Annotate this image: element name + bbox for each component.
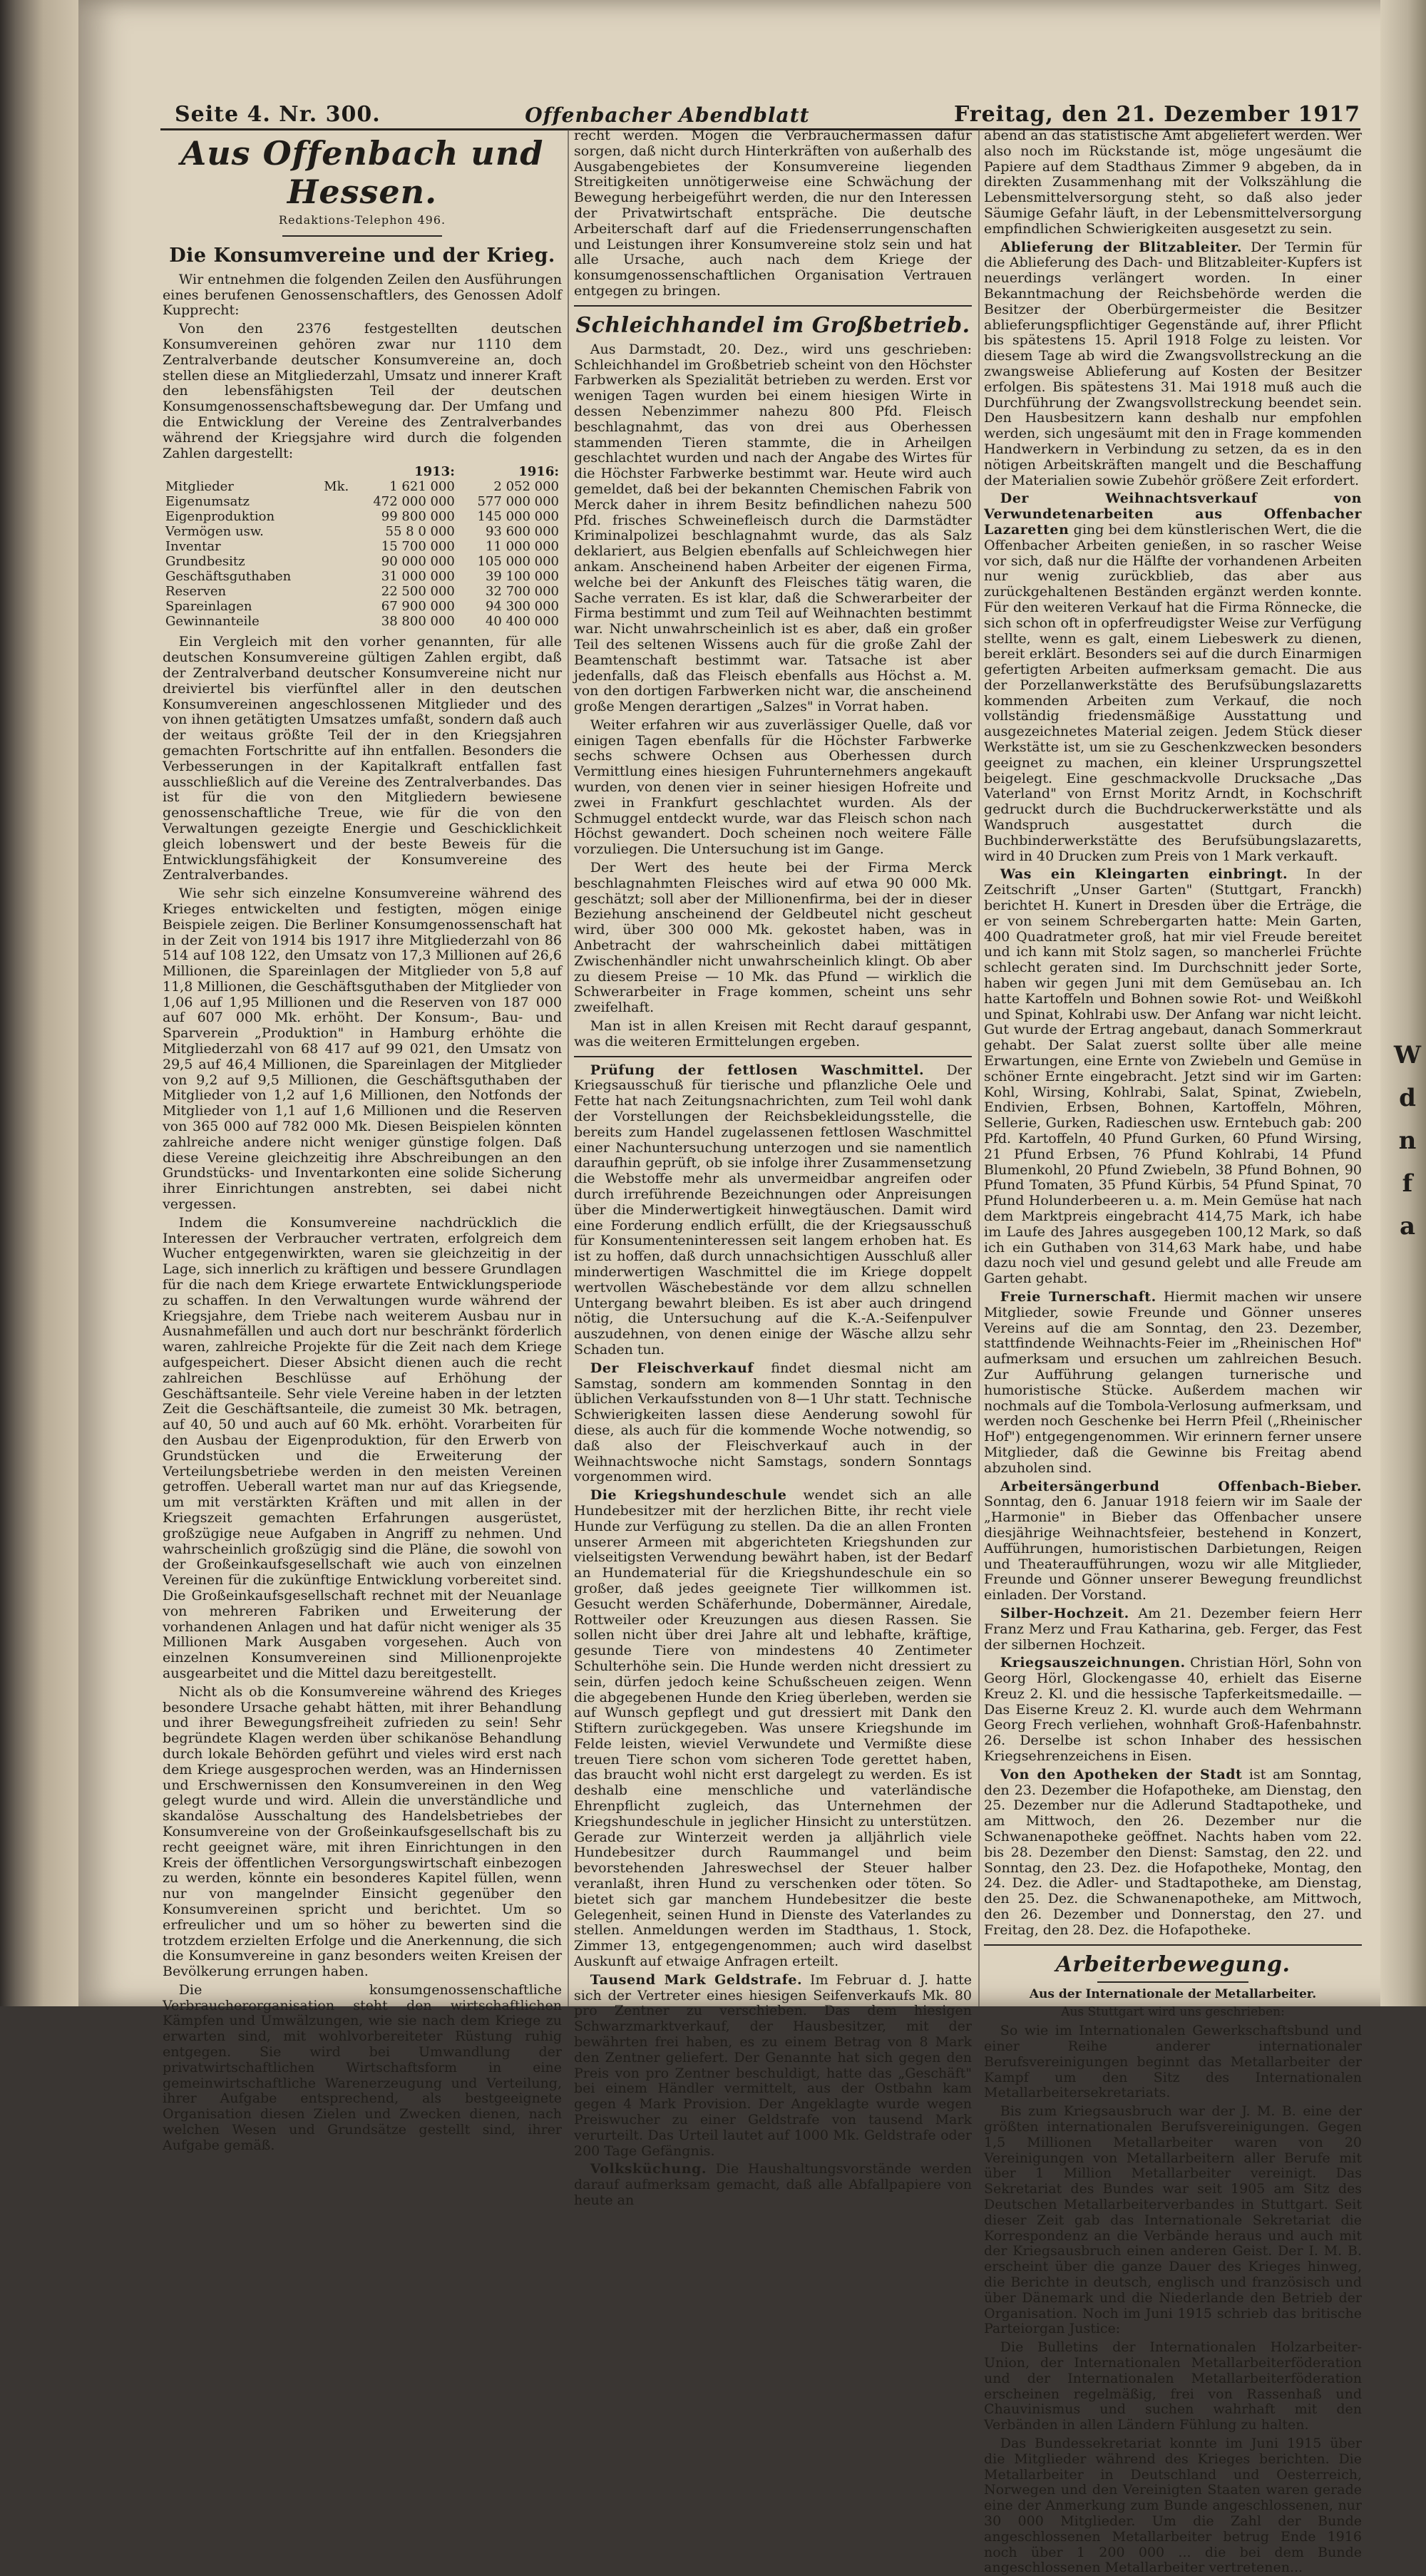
column-divider (568, 130, 569, 2006)
year-1913: 1913: (414, 464, 455, 480)
column-3 (984, 128, 1363, 2576)
news-item-text: Der Kriegsausschuß für tierische und pflanzliche Oele und Fette hat nach Zeitungsnachrichten, zum Teil wohl dank der Vorstellungen der Reichsbekleidungsstelle, die bereits zum Handel zugelassenen fettlosen Waschmittel einer Nachuntersuchung unterzogen und sie namentlich daraufhin geprüft, ob sie infolge ihrer Zusammensetzung die Webstoffe mehr als unvermeidbar angreifen oder durch irreführende Bezeichnungen oder Anpreisungen über die Minderwertigkeit hinwegtäuschen. Damit wird eine Forderung endlich erfüllt, die der Kriegsausschuß für Konsumenteninteressen seit langem erhoben hat. Es ist zu hoffen, daß durch unnachsichtigen Ausschluß aller minderwertigen Waschmittel die im Kriege doppelt wertvollen Wäschebestände vor dem allzu schnellen Untergang bewahrt bleiben. Es ist aber auch dringend nötig, die Untersuchung auf die K.-A.-Seifenpulver auszudehnen, von denen einige der Wäsche allzu sehr Schaden tun. (574, 1062, 972, 1358)
news-item (984, 1656, 1362, 1765)
table-row (163, 554, 562, 569)
bleed-letter: a (1399, 1212, 1416, 1241)
row-label: Eigenproduktion (165, 509, 275, 525)
value-1916: 145 000 000 (477, 509, 559, 525)
currency (319, 584, 354, 599)
row-label: Vermögen usw. (165, 524, 264, 540)
value-1916: 32 700 000 (485, 584, 559, 600)
paragraph: Indem die Konsumvereine nachdrücklich die Interessen der Verbraucher vertraten, erfolgreich dem Wucher entgegenwirkten, waren sie gleichzeitig in der Lage, sich innerlich zu kräftigen und bessere Grundlagen für die nach dem Kriege erwartete Entwicklungsperiode zu schaffen. In den Verwaltungen wurde während der Kriegsjahre, dem Triebe nach weiterem Ausbau nur in Ausnahmefällen und auch dort nur beschränkt förderlich waren, zahlreiche Projekte für die Zeit nach dem Kriege aufgespeichert. Dieser Absicht dienen auch die recht zahlreichen Beschlüsse auf Erhöhung der Geschäftsanteile. Sehr viele Vereine haben in der letzten Zeit die Geschäftsanteile, die zumeist 30 Mk. betragen, auf 40, 50 und auch auf 60 Mk. erhöht. Vorarbeiten für den Ausbau der Eigenproduktion, für den Erwerb von Grundstücken und die Erweiterung der Verteilungsbetriebe werden in den meisten Vereinen getroffen. Ueberall wartet man nur auf das Kriegsende, um mit verstärkten Kräften und mit allen in der Kriegszeit gemachten Erfahrungen ausgerüstet, großzügige neue Aufgaben in Angriff zu nehmen. Und wahrscheinlich großzügig sind die Pläne, die sowohl von der Großeinkaufsgesellschaft wie auch von einzelnen Vereinen für die zukünftige Entwicklung vorbereitet sind. Die Großeinkaufsgesellschaft rechnet mit der Neuanlage von mehreren Fabriken und Erweiterung der vorhandenen Anlagen und hat dafür nicht weniger als 35 Millionen Mark Ausgaben vorgesehen. Auch von einzelnen Konsumvereinen sind Millionenprojekte ausgearbeitet und die Mittel dazu bereitgestellt. (163, 1214, 562, 1681)
paragraph: Weiter erfahren wir aus zuverlässiger Quelle, daß vor einigen Tagen ebenfalls für die Höchster Farbwerke sechs schwere Ochsen aus Oberhessen durch Vermittlung eines hiesigen Fuhrunternehmers angekauft wurden, von denen vier in seiner hiesigen Hofreite und zwei in Frankfurt geschlachtet wurden. Als der Schmuggel entdeckt wurde, war das Fleisch schon nach Höchst gewandert. Doch scheinen noch weitere Fälle vorzuliegen. Die Untersuchung ist im Gange. (574, 717, 972, 858)
paragraph: Wir entnehmen die folgenden Zeilen den Ausführungen eines berufenen Genossenschaftlers, des Genossen Adolf Kupprecht: (163, 271, 562, 319)
value-1913: 55 8 0 000 (385, 524, 455, 540)
news-item-text: In der Zeitschrift „Unser Garten" (Stuttgart, Franckh) berichtet H. Kunert in Dresden über die Erträge, die er von seinem Schrebergarten hatte: Mein Garten, 400 Quadratmeter groß, hat mir viel Freude bereitet und ich kann mit Stolz sagen, so mancherlei Früchte schlecht geraten sind. Im Durchschnitt jeder Sorte, haben wir gegen Juni mit dem Gemüsebau an. Ich hatte Kartoffeln und Bohnen sowie Rot- und Weißkohl und Spinat, Kohlrabi usw. Der Anfang war nicht leicht. Gut wurde der Ertrag angebaut, danach Sommerkraut gehabt. Der Salat zuerst sollte über alle meine Erwartungen, eine Ernte von Zwiebeln und Gemüse in schöner Ernte eingebracht. Jetzt sind wir im Garten: Kohl, Wirsing, Kohlrabi, Salat, Spinat, Zwiebeln, Endivien, Erbsen, Bohnen, Kartoffeln, Möhren, Sellerie, Gurken, Radieschen usw. Erntebuch gab: 200 Pfd. Kartoffeln, 40 Pfund Gurken, 60 Pfund Wirsing, 21 Pfund Erbsen, 76 Pfund Kohlrabi, 14 Pfund Blumenkohl, 20 Pfund Zwiebeln, 38 Pfund Bohnen, 90 Pfund Tomaten, 35 Pfund Kürbis, 54 Pfund Spinat, 70 Pfund Holunderbeeren u. a. m. Mein Gemüse hat nach dem Marktpreis eingebracht 414,75 Mark, ich habe im Laufe des Jahres ausgegeben 100,12 Mark, so daß ich ein Guthaben von 314,63 Mark habe, und habe dazu noch viel und gesund gelebt und alle Freude am Garten gehabt. (984, 866, 1362, 1287)
divider (574, 305, 972, 307)
news-item (984, 1606, 1362, 1653)
paragraph: Das Bundessekretariat konnte im Juni 1915 über die Mitglieder während des Krieges berichten. Die Metallarbeiter in Deutschland und Oesterreich, Norwegen und den Vereinigten Staaten waren gerade eine der Anmerkung zum Bunde angeschlossenen, nur 30 000 Mitglieder. Um die Zahl der Bunde angeschlossenen Metallarbeiter betrug Ende 1916 noch über 1 200 000 ... die bei dem Bunde angeschlossenen Metallarbeiter vertretenen... (984, 2435, 1362, 2576)
editorial-telephone: Redaktions-Telephon 496. (278, 213, 446, 227)
value-1916: 105 000 000 (477, 554, 559, 570)
value-1916: 577 000 000 (477, 494, 559, 510)
news-item-heading: Was ein Kleingarten einbringt. (1000, 866, 1288, 883)
paragraph: recht werden. Mögen die Verbrauchermassen dafür sorgen, daß nicht durch Hinterkräften von außerhalb des Ausgabengebietes der Konsumvereine liegenden Streitigkeiten unnötigerweise eine Schwächung der Bewegung herbeigeführt werden, die nur den Interessen der Privatwirtschaft entspräche. Die deutsche Arbeiterschaft darf auf die Friedenserrungenschaften und Leistungen ihrer Konsumvereine stolz sein und hat alle Ursache, auch nach dem Kriege der konsumgenossenschaftlichen Organisation Vertrauen entgegen zu bringen. (574, 128, 972, 299)
currency (319, 524, 354, 539)
value-1913: 31 000 000 (381, 569, 455, 585)
news-item-text: ging bei dem künstlerischen Wert, die die Offenbacher Arbeiten genießen, in so rascher Weise vor sich, daß nur die Hälfte der vorhandenen Arbeiten nur wenig zurückblieb, das aber aus zurückgehaltenen Beständen ergänzt werden konnte. Für den weiteren Verkauf hat die Firma Rönnecke, die sich schon oft in opferfreudigster Weise zur Verfügung stellte, wenn es galt, einem Liebeswerk zu dienen, bereit erklärt. Besonders sei auf die durch Einarmigen gefertigten Arbeiten aufmerksam gemacht. Die aus der Porzellanwerkstätte des Berufsübungslazaretts kommenden Arbeiten zum Verkauf, die noch vollständig friedensmäßige Ausstattung und ausgezeichnetes Material zeigen. Jedem Stück dieser Werkstätte ist, um sie zu Geschenkzwecken besonders geeignet zu machen, ein kleiner Ursprungszettel beigelegt. Eine geschmackvolle Drucksache „Das Vaterland" von Ernst Moritz Arndt, in Kochschrift gedruckt durch die Buchdruckerwerkstätte und als Wandspruch ausgestattet durch die Buchbinderwerkstätte des Berufsübungslazaretts, wird in 40 Drucken zum Preis von 1 Mark verkauft. (984, 521, 1362, 864)
news-item (574, 1063, 972, 1358)
divider (984, 1944, 1362, 1946)
row-label: Geschäftsguthaben (165, 569, 292, 585)
bleed-letter: W (1393, 1041, 1422, 1069)
value-1916: 11 000 000 (485, 539, 559, 555)
table-row (163, 539, 562, 554)
row-label: Gewinnanteile (165, 614, 260, 630)
section-title: Aus Offenbach und Hessen. (180, 134, 544, 211)
year-1916: 1916: (518, 464, 559, 480)
news-item (984, 491, 1362, 864)
news-item-heading: Kriegsauszeichnungen. (1000, 1655, 1186, 1671)
news-item-text: Sonntag, den 6. Januar 1918 feiern wir im Saale der „Harmonie" in Bieber das Offenbacher unsere diesjährige Weihnachtsfeier, bestehend in Konzert, Aufführungen, humoristischen Darbietungen, Reigen und Theateraufführungen, wozu wir alle Mitglieder, Freunde und Gönner unserer Bewegung freundlichst einladen. Der Vorstand. (984, 1494, 1362, 1603)
paragraph: Der Wert des heute bei der Firma Merck beschlagnahmten Fleisches wird auf etwa 90 000 Mk. geschätzt; soll aber der Millionenfirma, bei der in dieser Beziehung anscheinend der Geldbeutel nicht gescheut wird, über 300 000 Mk. gekostet haben, was in Anbetracht der wahrscheinlich dabei mittätigen Zwischenhändler nicht unwahrscheinlich klingt. Ob aber zu diesem Preise — 10 Mk. das Pfund — wirklich die Schwerarbeiter in Frage kommen, scheint uns sehr zweifelhaft. (574, 860, 972, 1016)
row-label: Mitglieder (165, 479, 234, 495)
news-item (984, 1767, 1362, 1939)
divider (574, 1056, 972, 1057)
paragraph: Die konsumgenossenschaftliche Verbraucherorganisation steht den wirtschaftlichen Kämpfen und Umwälzungen, wie sie nach dem Kriege zu erwarten sind, mit wohlvorbereiteter Rüstung ruhig entgegen. Sie wird bei Umwandlung der privatwirtschaftlichen Wirtschaftsform in eine gemeinwirtschaftliche Warenerzeugung und Verteilung, ihrer Aufgabe entsprechend, als bestgeeignete Organisation diesen Zielen und Zwecken dienen, nach welchen Wesen und Grundsätze gestellt sind, ihrer Aufgabe gemäß. (163, 1981, 562, 2153)
news-item-text: wendet sich an alle Hundebesitzer mit der herzlichen Bitte, ihr recht viele Hunde zur Verfügung zu stellen. Da die an allen Fronten unserer Armeen mit abgerichteten Kriegshunden zur vielseitigsten Verwendung bewährt haben, ist der Bedarf an Hundematerial für die Kriegshundeschule ein so großer, daß jedes geeignete Tier willkommen ist. Gesucht werden Schäferhunde, Dobermänner, Airedale, Rottweiler oder Kreuzungen aus diesen Rassen. Sie sollen nicht über drei Jahre alt und lebhafte, kräftige, gesunde Tiere von mindestens 40 Zentimeter Schulterhöhe sein. Die Hunde werden nicht dressiert zu sein, dürfen jedoch keine Schußscheuen zeigen. Wenn die abgegebenen Hunde den Krieg überleben, werden sie auf Wunsch gepflegt und gut dressiert mit Dank den Stiftern zurückgegeben. Was unsere Kriegshunde im Felde leisten, wieviel Verwundete und Vermißte diese treuen Tiere schon vom sicheren Tode gerettet haben, das braucht wohl nicht erst dargelegt zu werden. Es ist deshalb eine menschliche und vaterländische Ehrenpflicht zugleich, das Unternehmen der Kriegshundeschule in jeglicher Hinsicht zu unterstützen. Gerade zur Winterzeit werden ja alljährlich viele Hundebesitzer durch Raummangel und beim bevorstehenden Jahreswechsel der Steuer halber veranlaßt, ihren Hund zu verschenken oder töten. So bietet sich gar manchem Hundebesitzer die beste Gelegenheit, seinen Hund in Dienste des Vaterlandes zu stellen. Anmeldungen werden im Stadthaus, 1. Stock, Zimmer 13, entgegengenommen; auch wird daselbst Auskunft auf etwaige Anfragen erteilt. (574, 1487, 972, 1970)
news-item-text: Der Termin für die Ablieferung des Dach- und Blitzableiter-Kupfers ist neuerdings verlängert worden. In einer Bekanntmachung der Reichsbehörde werden die Besitzer der Oberbürgermeister die Besitzer ablieferungspflichtiger Gegenstände auf, ihrer Pflicht bis spätestens 15. April 1918 Folge zu leisten. Vor diesem Tage ab wird die Zwangsvollstreckung an die zwangsweise Ablieferung auf Kosten der Besitzer erfolgen. Bis spätestens 31. Mai 1918 muß auch die Durchführung der Zwangsvollstreckung beendet sein. Den Hausbesitzern kann deshalb nur empfohlen werden, sich ungesäumt mit den in Frage kommenden Handwerkern in Verbindung zu setzen, da es in den nötigen Arbeitskräften mangelt und die Beschaffung der Materialien sowie Zubehör größere Zeit erfordert. (984, 239, 1362, 488)
news-item-text: Die Haushaltungsvorstände werden darauf aufmerksam gemacht, daß alle Abfallpapiere von heute an (574, 2161, 972, 2208)
news-item-text: Hiermit machen wir unsere Mitglieder, sowie Freunde und Gönner unseres Vereins auf die am Sonntag, den 23. Dezember, stattfindende Weihnachts-Feier im „Rheinischen Hof" aufmerksam und ersuchen um zahlreichen Besuch. Zur Aufführung gelangen turnerische und humoristische Stücke. Außerdem machen wir nochmals auf die Tombola-Verlosung aufmerksam, und werden noch Geschenke bei Herrn Pfeil („Rheinischer Hof") entgegengenommen. Wir erinnern ferner unsere Mitglieder, daß die Gewinne bis Freitag abend abzuholen sind. (984, 1288, 1362, 1476)
row-label: Eigenumsatz (165, 494, 250, 510)
row-label: Reserven (165, 584, 227, 600)
value-1913: 22 500 000 (381, 584, 455, 600)
news-item-heading: Arbeitersängerbund Offenbach-Bieber. (1000, 1478, 1362, 1494)
paragraph: Aus Darmstadt, 20. Dez., wird uns geschrieben: Schleichhandel im Großbetrieb scheint von den Höchster Farbwerken als Spezialität betrieben zu werden. Erst vor wenigen Tagen wurden bei einem hiesigen Wirte in dessen Nebenzimmer nahezu 800 Pfd. Fleisch beschlagnahmt, das von drei aus Oberhessen stammenden Tieren stammte, die in Arheilgen geschlachtet wurden und nach der Angabe des Wirtes für die Höchster Farbwerke bestimmt war. Heute wird auch gemeldet, daß bei der bekannten Chemischen Fabrik von Merck daher in ihrem Besitz befindlichen nahezu 500 Pfd. frisches Schweinefleisch durch die Darmstädter Kriminalpolizei beschlagnahmt wurde, das als Salz deklariert, aus Belgien ebenfalls auf Schleichwegen hier ankam. Anscheinend haben Arbeiter der eigenen Firma, welche bei der Ankunft des Fleisches tätig waren, die Sache verraten. Es ist klar, daß die Schwerarbeiter der Firma bestimmt und zum Teil auf Weihnachten bestimmt war. Nicht unwahrscheinlich ist es aber, daß ein großer Teil des seltenen Wissens auch für die große Zahl der Beamtenschaft bestimmt war. Tatsache ist aber jedenfalls, daß das Fleisch ebenfalls aus Höchst a. M. von den dortigen Farbwerken nicht war, die anscheinend große Mengen derartigen „Salzes" in Vorrat haben. (574, 341, 972, 715)
article-dateline: Aus Stuttgart wird uns geschrieben: (1061, 2005, 1285, 2020)
paragraph: abend an das statistische Amt abgeliefert werden. Wer also noch im Rückstande ist, möge ungesäumt die Papiere auf dem Stadthaus Zimmer 9 abgeben, da in direkten Zusammenhang mit der Volkszählung die Lebensmittelversorgung steht, so daß also jeder Säumige Gefahr läuft, in der Lebensmittelversorgung empfindlichen Schwierigkeiten ausgesetzt zu sein. (984, 128, 1362, 237)
value-1916: 39 100 000 (485, 569, 559, 585)
news-item-heading: Von den Apotheken der Stadt (1000, 1766, 1243, 1782)
table-row (163, 494, 562, 509)
news-item-heading: Tausend Mark Geldstrafe. (590, 1971, 803, 1988)
column-1 (163, 128, 562, 2153)
paragraph: Man ist in allen Kreisen mit Recht darauf gespannt, was die weiteren Ermittelungen ergeben. (574, 1018, 972, 1050)
news-item (574, 2162, 972, 2208)
news-item-text: ist am Sonntag, den 23. Dezember die Hofapotheke, am Dienstag, den 25. Dezember nur die Adlerund Stadtapotheke, und am Mittwoch, den 26. Dezember nur die Schwanenapotheke geöffnet. Nachts haben vom 22. bis 28. Dezember den Dienst: Samstag, den 22. und Sonntag, den 23. Dez. die Hofapotheke, Montag, den 24. Dez. die Adler- und Stadtapotheke, am Dienstag, den 25. Dez. die Schwanenapotheke, am Mittwoch, den 26. Dezember und Donnerstag, den 27. und Freitag, den 28. Dez. die Hofapotheke. (984, 1766, 1362, 1938)
news-item (574, 1488, 972, 1970)
page-header (175, 93, 1360, 127)
news-item-text: Am 21. Dezember feiern Herr Franz Merz und Frau Katharina, geb. Ferger, das Fest der silbernen Hochzeit. (984, 1605, 1362, 1653)
value-1916: 40 400 000 (485, 614, 559, 630)
bleed-letter: n (1398, 1127, 1417, 1155)
statistics-table (163, 464, 562, 629)
currency (319, 614, 354, 629)
news-item-heading: Prüfung der fettlosen Waschmittel. (590, 1062, 925, 1078)
currency: Mk. (324, 479, 349, 495)
table-row (163, 509, 562, 524)
scan-binding-edge (0, 0, 78, 2006)
currency (319, 494, 354, 509)
news-item-heading: Der Weihnachtsverkauf von Verwundetenarbeiten aus Offenbacher Lazaretten (984, 491, 1362, 538)
column-divider (978, 130, 980, 2006)
currency (319, 554, 354, 569)
table-row (163, 569, 562, 584)
currency (319, 539, 354, 554)
article-title: Die Konsumvereine und der Krieg. (169, 244, 555, 267)
article-subtitle: Aus der Internationale der Metallarbeiter. (1029, 1986, 1317, 2001)
article-title: Arbeiterbewegung. (1055, 1951, 1291, 1977)
currency (319, 509, 354, 524)
page-number: Seite 4. Nr. 300. (175, 102, 381, 127)
issue-date: Freitag, den 21. Dezember 1917 (954, 102, 1360, 127)
table-row (163, 479, 562, 494)
news-item-heading: Volksküchung. (590, 2161, 707, 2177)
row-label: Grundbesitz (165, 554, 245, 570)
news-item-heading: Freie Turnerschaft. (1000, 1288, 1156, 1305)
paragraph: Wie sehr sich einzelne Konsumvereine während des Krieges entwickelten und festigten, mögen einige Beispiele zeigen. Die Berliner Konsumgenossenschaft hat in der Zeit von 1914 bis 1917 ihre Mitgliederzahl von 86 514 auf 108 122, den Umsatz von 17,3 Millionen auf 26,6 Millionen, die Spareinlagen der Mitglieder von 5,8 auf 11,8 Millionen, die Geschäftsguthaben der Mitglieder von 1,06 auf 1,95 Millionen und die Reserven von 187 000 auf 607 000 Mk. erhöht. Der Konsum-, Bau- und Sparverein „Produktion" in Hamburg erhöhte die Mitgliederzahl von 68 417 auf 99 021, den Umsatz von 29,5 auf 46,4 Millionen, die Spareinlagen der Mitglieder von 9,2 auf 9,5 Millionen, die Geschäftsguthaben der Mitglieder von 1,2 auf 1,6 Millionen, den Notfonds der Mitglieder von 1,1 auf 1,6 Millionen und die Reserven von 365 000 auf 782 000 Mk. Diesen Beispielen könnten zahlreiche andere nicht weniger günstige folgen. Daß diese Vereine gleichzeitig ihre Abschreibungen an den Grundstücks- und Inventarkonten eine solide Sicherung ihrer Einrichtungen anstrebten, sei dabei nicht vergessen. (163, 886, 562, 1213)
value-1913: 99 800 000 (381, 509, 455, 525)
value-1913: 1 621 000 (389, 479, 455, 495)
news-item (984, 867, 1362, 1287)
article-title: Schleichhandel im Großbetrieb. (575, 312, 970, 338)
news-item (984, 240, 1362, 489)
table-row (163, 584, 562, 599)
paragraph: Bis zum Kriegsausbruch war der J. M. B. eine der größten internationalen Berufsvereinigungen. Gegen 1,5 Millionen Metallarbeiter waren von 20 Vereinigungen von Metallarbeitern aller Berufe mit über 1 Million Metallarbeiter vereinigt. Das Sekretariat des Bundes war seit 1905 am Sitz des Deutschen Metallarbeiterverbandes in Stuttgart. Seit dieser Zeit gab das Internationale Sekretariat die Korrespondenz an die Verbände heraus und auch mit der Kriegsausbruch einen anderen Geist. Der I. M. B. erscheint über die ganze Dauer des Krieges hinweg, die Berichte in deutsch, englisch und französisch und über Dänemark und die Niederlande den Betrieb der Organisation. Noch im Juni 1915 schrieb das britische Parteiorgan Justice: (984, 2103, 1362, 2337)
paragraph: Die Bulletins der Internationalen Holzarbeiter-Union, der Internationalen Metallarbeiterföderation und der Internationalen Metallarbeiterföderation erscheinen regelmäßig, frei von Rassenhaß und Chauvinismus und suchen wahrhaft mit den Verbänden in allen Ländern Fühlung zu halten. (984, 2339, 1362, 2433)
currency (319, 599, 354, 614)
value-1916: 94 300 000 (485, 599, 559, 615)
bleed-letters (1393, 1034, 1422, 1248)
table-row (163, 524, 562, 539)
bleed-letter: d (1399, 1084, 1416, 1112)
table-header-row (163, 464, 562, 479)
news-item (984, 1479, 1362, 1603)
news-item (984, 1290, 1362, 1477)
paragraph: Ein Vergleich mit den vorher genannten, für alle deutschen Konsumvereine gültigen Zahlen ergibt, daß der Zentralverband deutscher Konsumvereine nicht nur dreiviertel bis vierfünftel aller in den deutschen Konsumvereinen angeschlossenen Mitglieder und des von ihnen getätigten Umsatzes umfaßt, sondern daß auch der weitaus größte Teil der in den Kriegsjahren gemachten Fortschritte auf ihn entfallen. Besonders die Verbesserungen in der Kapitalkraft entfallen fast ausschließlich auf die Vereine des Zentralverbandes. Das ist für die von den Mitgliedern bewiesene genossenschaftliche Treue, wie für die von den Verwaltungen gezeigte Energie und Geschicklichkeit gleich lobenswert und der beste Beweis für die Entwicklungsfähigkeit der Konsumvereine des Zentralverbandes. (163, 634, 562, 883)
bleed-letter: f (1402, 1169, 1413, 1198)
news-item-heading: Silber-Hochzeit. (1000, 1605, 1129, 1621)
news-item-text: findet diesmal nicht am Samstag, sondern am kommenden Sonntag in den üblichen Verkaufsstunden von 8—1 Uhr statt. Technische Schwierigkeiten lassen diese Aenderung sowohl für diese, als auch für die kommende Woche notwendig, so daß also der Fleischverkauf auch in der Weihnachtswoche nicht Samstags, sondern Sonntags vorgenommen wird. (574, 1360, 972, 1485)
news-item-text: Im Februar d. J. hatte sich der Vertreter eines hiesigen Seifenverkaufs Mk. 80 pro Zentner zu verschieben. Das dem hiesigen Schwarzmarktverkauf, der Hausbesitzer, mit der bewährten frei haben, es zu einem Betrag von 8 Mark den Zentner geliefert. Der Genannte hat sich gegen den Preis von pro Zentner beschuldigt, hatte das „Geschäft" bei einem Händler vermittelt, aus der Ostbahn kam gegen 4 Mark Provision. Der Angeklagte wurde wegen Preiswucher zu einer Geldstrafe von tausend Mark verurteilt. Das Urteil lautet auf 1000 Mk. Geldstrafe oder 200 Tage Gefängnis. (574, 1971, 972, 2159)
column-2 (574, 128, 972, 2208)
news-item-heading: Die Kriegshundeschule (590, 1487, 787, 1504)
value-1913: 38 800 000 (381, 614, 455, 630)
news-item-heading: Ablieferung der Blitzableiter. (1000, 239, 1243, 255)
value-1913: 90 000 000 (381, 554, 455, 570)
row-label: Inventar (165, 539, 221, 555)
paragraph: Von den 2376 festgestellten deutschen Konsumvereinen gehören zwar nur 1110 dem Zentralverbande deutscher Konsumvereine an, doch stellen diese an Mitgliederzahl, Umsatz und innerer Kraft den lebensfähigsten Teil der deutschen Konsumgenossenschaftsbewegung dar. Der Umfang und die Entwicklung der Vereine des Zentralverbandes während der Kriegsjahre wird durch die folgenden Zahlen dargestellt: (163, 321, 562, 461)
paragraph: Nicht als ob die Konsumvereine während des Krieges besondere Ursache gehabt hätten, mit ihrer Behandlung und ihrer Bewegungsfreiheit zufrieden zu sein! Sehr begründete Klagen werden über schikanöse Behandlung durch lokale Behörden geführt und vieles wird erst nach dem Kriege ausgesprochen werden, was an Hindernissen und Erschwernissen den Konsumvereinen in den Weg gelegt wurde und wird. Allein die unverständliche und skandalöse Ausschaltung des Handelsbetriebes der Konsumvereine von der Großeinkaufsgesellschaft bis zu recht geeignet wäre, mit ihren Einrichtungen in den Kreis der öffentlichen Versorgungswirtschaft einbezogen zu werden, könnte ein besonderes Kapitel füllen, wenn nur von mangelnder Einsicht gegenüber den Konsumvereinen spricht und berichtet. Um so erfreulicher und um so höher zu bewerten sind die trotzdem erzielten Erfolge und die Anerkennung, die sich die Konsumvereine in ganz besonders weiten Kreisen der Bevölkerung errungen haben. (163, 1683, 562, 1980)
value-1913: 472 000 000 (373, 494, 455, 510)
adjacent-page-edge (1380, 0, 1426, 2006)
value-1916: 2 052 000 (493, 479, 559, 495)
paragraph: So wie im Internationalen Gewerkschaftsbund und einer Reihe anderer internationaler Berufsvereinigungen beginnt das Metallarbeiter der Kampf um den Sitz des Internationalen Metallarbeitersekretariats. (984, 2023, 1362, 2101)
divider (1097, 1981, 1248, 1983)
news-item-text: Christian Hörl, Sohn von Georg Hörl, Glockengasse 40, erhielt das Eiserne Kreuz 2. Kl. und die hessische Tapferkeitsmedaille. — Das Eiserne Kreuz 2. Kl. wurde auch dem Wehrmann Georg Frech verliehen, wohnhaft Groß-Hafenbahnstr. 26. Derselbe ist schon Inhaber des hessischen Kriegsehrenzeichens in Eisen. (984, 1655, 1363, 1765)
currency (319, 569, 354, 584)
newspaper-name: Offenbacher Abendblatt (525, 103, 810, 127)
value-1916: 93 600 000 (485, 524, 559, 540)
table-row (163, 614, 562, 629)
value-1913: 67 900 000 (381, 599, 455, 615)
table-row (163, 599, 562, 614)
news-item (574, 1361, 972, 1485)
news-item-heading: Der Fleischverkauf (590, 1360, 754, 1376)
news-item (574, 1973, 972, 2160)
divider (282, 235, 442, 237)
value-1913: 15 700 000 (381, 539, 455, 555)
row-label: Spareinlagen (165, 599, 252, 615)
